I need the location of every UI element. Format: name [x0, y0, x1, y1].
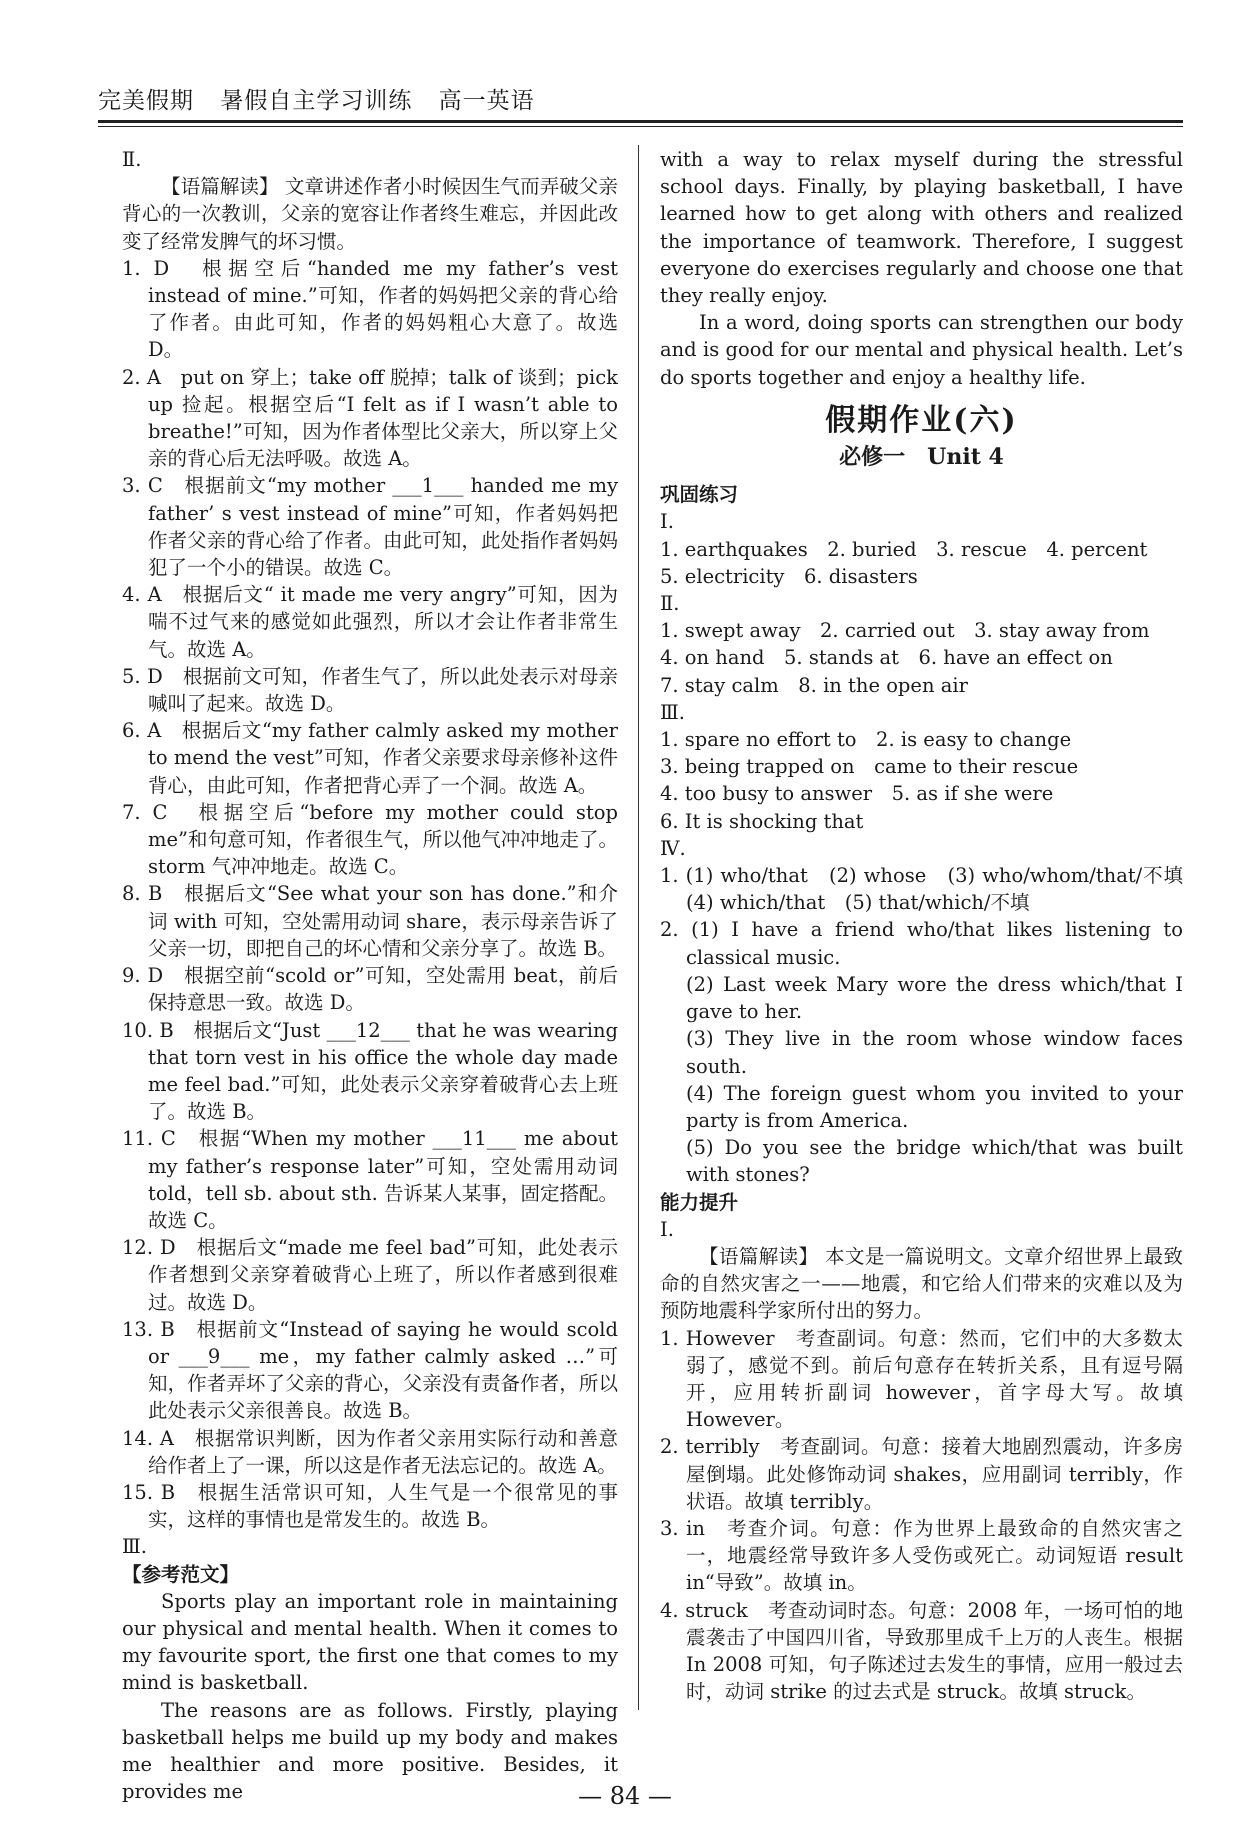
answer-item: 6. A 根据后文“my father calmly asked my mother to mend the vest”可知，作者父亲要求母亲修补这件背心，由此可知，作者把背心弄了一个洞。故选 A。	[122, 719, 618, 797]
passage-analysis: 【语篇解读】 文章讲述作者小时候因生气而弄破父亲背心的一次教训，父亲的宽容让作者终生难忘，并因此改变了经常发脾气的坏习惯。	[122, 175, 618, 253]
answer-line: 6. It is shocking that	[660, 809, 864, 833]
homework-title: 假期作业(六)	[825, 402, 1018, 438]
answer-item: 4. struck 考查动词时态。句意：2008 年，一场可怕的地震袭击了中国四川省，导致那里成千上万的人丧生。根据 In 2008 可知，句子陈述过去发生的事情，应用一般过去时，动词 strike 的过去式是 struck。故填 struck。	[660, 1598, 1183, 1704]
essay-paragraph: Sports play an important role in maintaining our physical and mental health. When it comes to my favourite sport, the first one that comes to my mind is basketball.	[122, 1589, 618, 1695]
answer-item: 12. D 根据后文“made me feel bad”可知，此处表示作者想到父亲穿着破背心上班了，所以作者感到很难过。故选 D。	[122, 1236, 618, 1314]
section-label: Ⅰ.	[660, 1217, 674, 1241]
answer-line: 1. swept away 2. carried out 3. stay away from	[660, 619, 1150, 643]
answer-item: 8. B 根据后文“See what your son has done.”和介词 with 可知，空处需用动词 share，表示母亲告诉了父亲一切，即把自己的坏心情和父亲分享了。故选 B。	[122, 882, 618, 960]
answer-item: 2. terribly 考查副词。句意：接着大地剧烈震动，许多房屋倒塌。此处修饰动词 shakes，应用副词 terribly，作状语。故填 terribly。	[660, 1435, 1183, 1513]
answer-item: 13. B 根据前文“Instead of saying he would scold or ___9___ me，my father calmly asked …”可知，作者弄坏了父亲的背心，父亲没有责备作者，所以此处表示父亲很善良。故选 B。	[122, 1317, 618, 1423]
answer-item: 7. C 根据空后“before my mother could stop me”和句意可知，作者很生气，所以他气冲冲地走了。storm 气冲冲地走。故选 C。	[122, 800, 618, 879]
section-heading: 巩固练习	[660, 483, 739, 507]
section-label: Ⅰ.	[660, 510, 674, 534]
answer-line: 4. too busy to answer 5. as if she were	[660, 782, 1054, 806]
passage-analysis: 【语篇解读】 本文是一篇说明文。文章介绍世界上最致命的自然灾害之一——地震，和它给人们带来的灾难以及为预防地震科学家所付出的努力。	[660, 1244, 1183, 1323]
answer-item: 1. D 根据空后“handed me my father’s vest instead of mine.”可知，作者的妈妈把父亲的背心给了作者。由此可知，作者的妈妈粗心大意了。故选 D。	[122, 256, 618, 362]
answer-item: 10. B 根据后文“Just ___12___ that he was wearing that torn vest in his office the whole day made me feel bad.”可知，此处表示父亲穿着破背心去上班了。故选 B。	[122, 1018, 618, 1124]
answer-item: 3. in 考查介词。句意：作为世界上最致命的自然灾害之一，地震经常导致许多人受伤或死亡。动词短语 result in“导致”。故填 in。	[660, 1516, 1183, 1595]
answer-subitem: (3) They live in the room whose window faces south.	[686, 1027, 1183, 1078]
answer-item: 4. A 根据后文“ it made me very angry”可知，因为喘不过气来的感觉如此强烈，所以才会让作者非常生气。故选 A。	[122, 583, 618, 661]
page-header	[98, 82, 553, 115]
answer-line: 7. stay calm 8. in the open air	[660, 673, 968, 697]
left-column	[122, 146, 618, 1805]
section-label: Ⅳ.	[660, 836, 686, 860]
essay-paragraph: with a way to relax myself during the stressful school days. Finally, by playing basketball, I have learned how to get along with others and realized the importance of teamwork. Therefore, I suggest everyone do exercises regularly and choose one that they really enjoy.	[660, 148, 1183, 308]
section-label: Ⅱ.	[122, 148, 142, 171]
answer-subitem: (2) Last week Mary wore the dress which/that I gave to her.	[686, 972, 1183, 1024]
answer-item: 11. C 根据“When my mother ___11___ me about my father’s response later”可知，空处需用动词 told，tell sb. about sth. 告诉某人某事，固定搭配。故选 C。	[122, 1127, 618, 1232]
unit-title: 必修一 Unit 4	[839, 444, 1004, 471]
answer-line: 3. being trapped on came to their rescue	[660, 755, 1079, 779]
essay-paragraph: In a word, doing sports can strengthen our body and is good for our mental and physical health. Let’s do sports together and enjoy a healthy life.	[660, 311, 1183, 389]
section-label: Ⅲ.	[660, 700, 686, 724]
answer-line: 1. earthquakes 2. buried 3. rescue 4. percent	[660, 537, 1148, 561]
section-label: Ⅲ.	[122, 1535, 148, 1559]
column-divider	[638, 145, 639, 1710]
header-subtitle: 暑假自主学习训练	[220, 88, 413, 114]
answer-subitem: (5) Do you see the bridge which/that was built with stones?	[686, 1136, 1183, 1187]
right-column	[660, 146, 1203, 1705]
sample-essay-label: 【参考范文】	[122, 1562, 240, 1586]
header-rule	[98, 120, 1183, 123]
answer-line: 4. on hand 5. stands at 6. have an effect on	[660, 646, 1113, 670]
page-number: — 84 —	[578, 1782, 672, 1810]
section-label: Ⅱ.	[660, 592, 680, 616]
answer-item: 15. B 根据生活常识可知，人生气是一个很常见的事实，这样的事情也是常发生的。故选 B。	[122, 1480, 618, 1532]
answer-item: 3. C 根据前文“my mother ___1___ handed me my father’ s vest instead of mine”可知，作者妈妈把作者父亲的背心给了作者。由此可知，此处指作者妈妈犯了一个小的错误。故选 C。	[122, 474, 618, 580]
answer-line: 5. electricity 6. disasters	[660, 564, 918, 588]
answer-line: 1. spare no effort to 2. is easy to change	[660, 728, 1072, 752]
answer-item: 1. (1) who/that (2) whose (3) who/whom/that/不填 (4) which/that (5) that/which/不填	[660, 864, 1203, 915]
answer-item: 5. D 根据前文可知，作者生气了，所以此处表示对母亲喊叫了起来。故选 D。	[122, 664, 618, 716]
header-rule-thin	[98, 126, 1183, 127]
answer-item: 14. A 根据常识判断，因为作者父亲用实际行动和善意给作者上了一课，所以这是作者无法忘记的。故选 A。	[122, 1426, 618, 1477]
header-grade: 高一英语	[438, 88, 535, 114]
header-title: 完美假期	[98, 88, 194, 114]
answer-item: 9. D 根据空前“scold or”可知，空处需用 beat，前后保持意思一致。故选 D。	[122, 964, 618, 1015]
section-heading: 能力提升	[660, 1190, 739, 1214]
answer-item: 2. (1) I have a friend who/that likes listening to classical music.	[660, 918, 1183, 969]
essay-paragraph: The reasons are as follows. Firstly, playing basketball helps me build up my body and makes me healthier and more positive. Besides, it provides me	[122, 1698, 618, 1804]
answer-subitem: (4) The foreign guest whom you invited to your party is from America.	[686, 1081, 1183, 1132]
answer-item: 2. A put on 穿上；take off 脱掉；talk of 谈到；pick up 捡起。根据空后“I felt as if I wasn’t able to breathe!”可知，因为作者体型比父亲大，所以穿上父亲的背心后无法呼吸。故选 A。	[122, 365, 618, 471]
answer-item: 1. However 考查副词。句意：然而，它们中的大多数太弱了，感觉不到。前后句意存在转折关系，且有逗号隔开，应用转折副词 however，首字母大写。故填 However。	[660, 1326, 1183, 1432]
